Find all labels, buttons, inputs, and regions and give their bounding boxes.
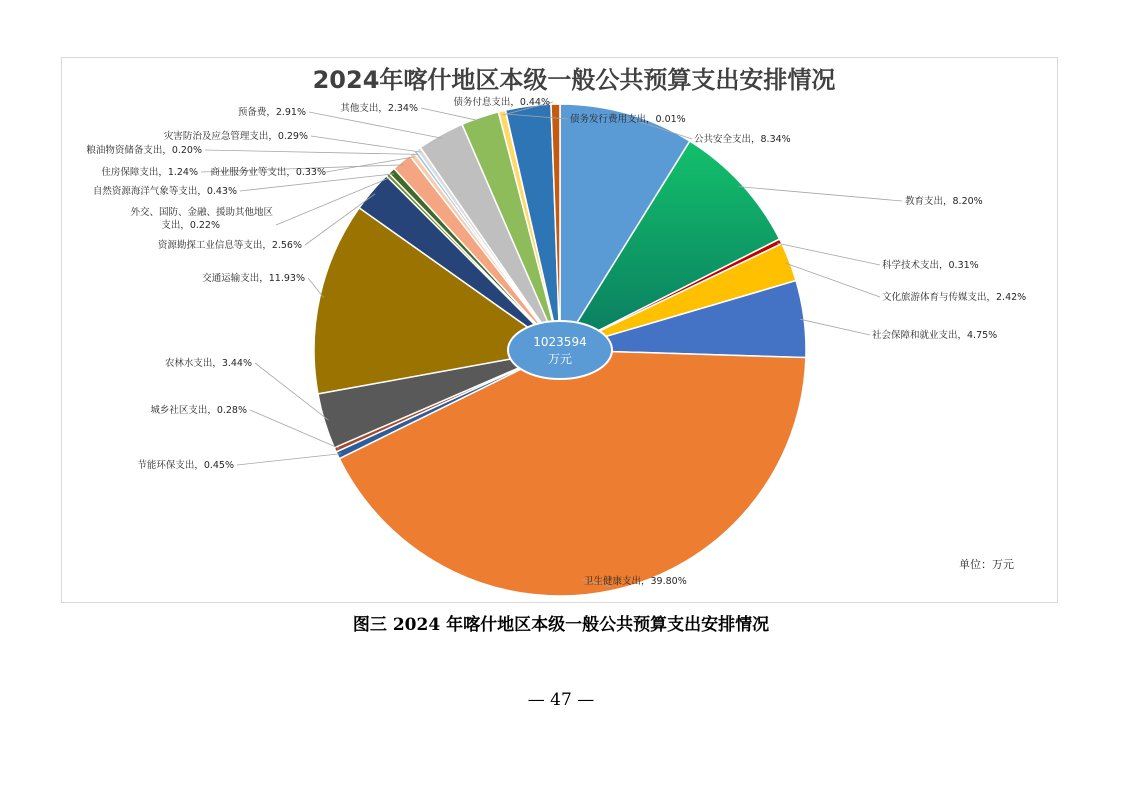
slice-label-12: 自然资源海洋气象等支出，0.43% (92, 186, 237, 197)
slice-label-16: 灾害防治及应急管理支出，0.29% (163, 131, 308, 142)
leader-line-2 (777, 243, 880, 265)
leader-line-17 (309, 112, 443, 138)
slice-label-11: 外交、国防、金融、援助其他地区 (130, 207, 273, 218)
center-total-value: 1023594 (533, 335, 587, 349)
chart-title: 2024年喀什地区本级一般公共预算支出安排情况 (312, 66, 836, 94)
slice-label-6: 节能环保支出，0.45% (137, 460, 234, 471)
slice-label-10: 资源勘探工业信息等支出，2.56% (157, 240, 302, 251)
center-total-bubble (508, 321, 612, 379)
leader-line-3 (786, 263, 880, 297)
figure-caption: 图三 2024 年喀什地区本级一般公共预算支出安排情况 (352, 615, 770, 635)
leader-line-16 (311, 136, 421, 152)
leader-line-6 (237, 454, 341, 465)
slice-label-13: 住房保障支出，1.24% (101, 167, 198, 178)
page-number: — 47 — (527, 690, 595, 710)
chart-frame (61, 57, 1058, 603)
leader-line-4 (800, 319, 870, 335)
slice-label-14: 商业服务业等支出，0.33% (210, 167, 326, 178)
slice-label-3: 文化旅游体育与传媒支出，2.42% (882, 292, 1027, 303)
slice-label-18: 其他支出，2.34% (340, 103, 418, 114)
slice-label-9: 交通运输支出，11.93% (202, 273, 305, 284)
slice-label-11-line1: 支出，0.22% (161, 220, 220, 231)
slice-label-20: 债务发行费用支出，0.01% (570, 114, 686, 125)
slice-label-1: 教育支出，8.20% (905, 196, 983, 207)
slice-label-7: 城乡社区支出，0.28% (150, 405, 247, 416)
slice-label-4: 社会保障和就业支出，4.75% (872, 330, 998, 341)
slice-label-17: 预备费，2.91% (237, 107, 306, 118)
slice-label-0: 公共安全支出，8.34% (694, 134, 791, 145)
center-total-unit: 万元 (547, 352, 573, 366)
leader-line-15 (205, 150, 418, 154)
unit-label: 单位：万元 (959, 558, 1014, 571)
slice-label-15: 粮油物资储备支出，0.20% (86, 145, 202, 156)
slice-label-2: 科学技术支出，0.31% (882, 260, 979, 271)
leader-line-1 (739, 187, 903, 201)
pie-chart (62, 58, 1059, 604)
leader-line-18 (421, 108, 481, 121)
slice-label-19: 债务付息支出，0.44% (453, 97, 550, 108)
slice-label-5: 卫生健康支出，39.80% (584, 576, 687, 587)
slice-label-8: 农林水支出，3.44% (164, 358, 252, 369)
